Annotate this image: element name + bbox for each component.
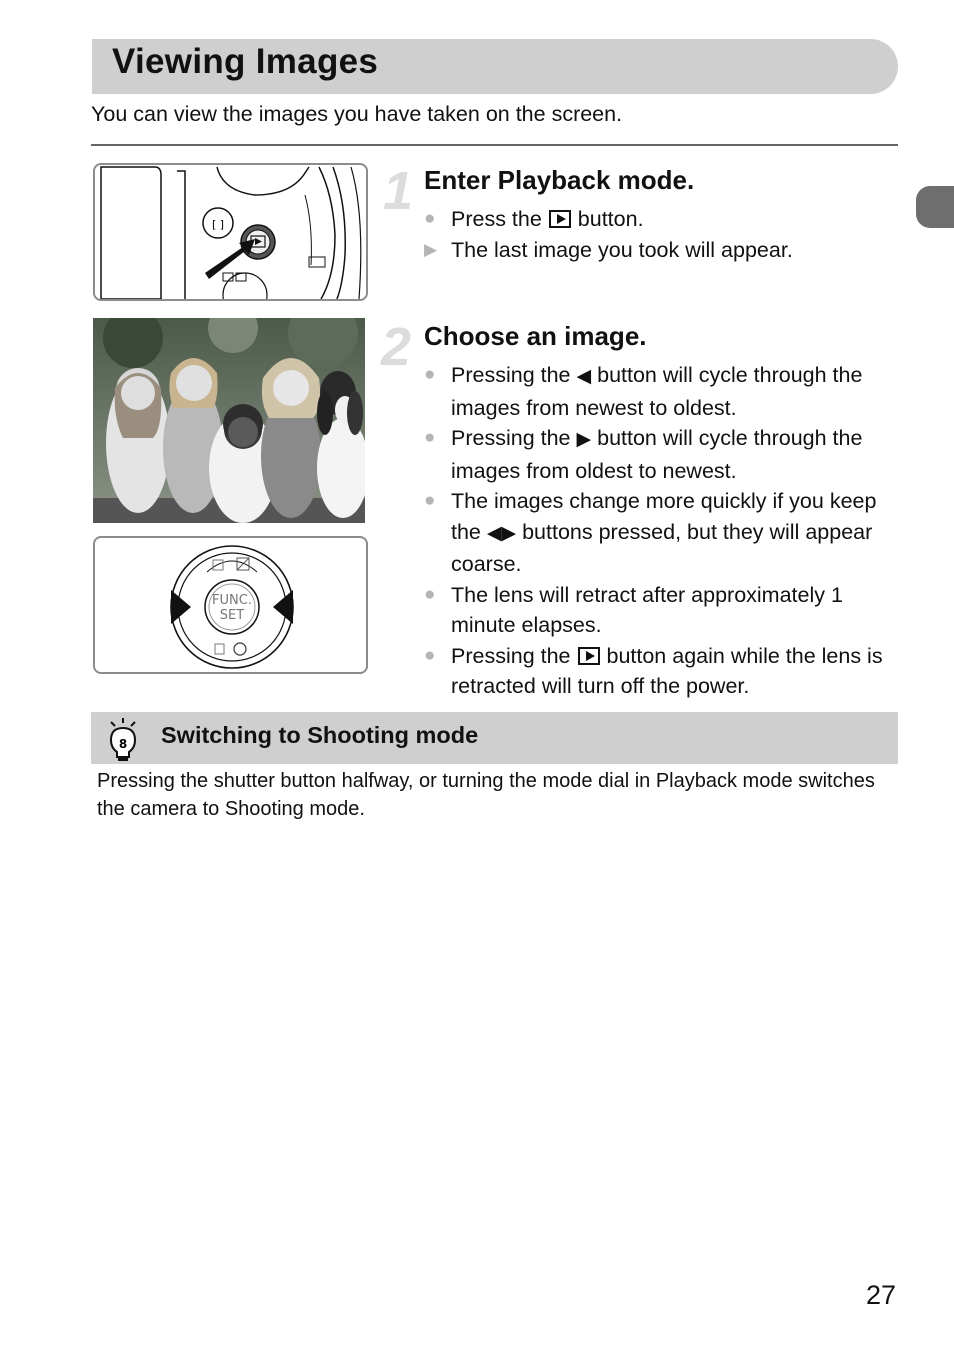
bullet-text: button will cycle through the images from oldest to newest. [451,426,863,483]
step-heading: Enter Playback mode. [424,165,695,195]
page-number: 27 [866,1280,897,1310]
circle-bullet-icon: ● [424,583,436,605]
left-arrow-icon: ◀ [576,366,592,387]
step-bullets [424,204,904,265]
title-bar [92,39,898,94]
bullet-text: buttons pressed, but they will appear coarse. [451,519,873,576]
dial-set-label: SET [219,608,245,623]
bullet-text: button will cycle through the images from newest to oldest. [451,363,863,420]
bullet-text: button again while the lens is retracted will turn off the power. [451,643,883,698]
bullet-text: button. [577,207,644,231]
circle-bullet-icon: ● [424,364,436,385]
list-item [424,486,904,580]
bullet-text: Pressing the [451,643,571,668]
control-dial-illustration [93,536,368,674]
step-number: 2 [381,317,412,377]
list-item [424,235,904,266]
lightbulb-icon [106,716,140,762]
left-right-arrows-icon: ◀▶ [486,522,517,544]
step-heading: Choose an image. [424,321,647,351]
divider [91,144,898,146]
playback-photo [93,318,365,523]
tip-title: Switching to Shooting mode [161,722,479,748]
bullet-text: Pressing the [451,363,571,387]
triangle-result-icon: ▶ [424,239,438,259]
svg-text:8: 8 [118,737,128,751]
circle-bullet-icon: ● [424,208,436,229]
svg-text:[ ]: [ ] [211,218,225,231]
play-icon [578,647,600,665]
bullet-text: The last image you took will appear. [451,237,793,262]
circle-bullet-icon: ● [424,427,436,448]
right-arrow-icon: ▶ [576,429,592,450]
chapter-tab [916,186,954,228]
circle-bullet-icon: ● [424,644,436,666]
bullet-text: Pressing the [451,426,571,450]
circle-bullet-icon: ● [424,490,436,511]
play-icon [549,210,571,228]
tip-header [91,712,898,764]
intro-text: You can view the images you have taken on the screen. [91,102,623,126]
step-number: 1 [383,161,414,221]
list-item [424,641,904,702]
camera-back-illustration [93,163,368,301]
bullet-text: Press the [451,207,542,231]
dial-func-label: FUNC. [212,593,252,608]
tip-body: Pressing the shutter button halfway, or turning the mode dial in Playback mode switches the camera to Shooting mode. [97,770,875,820]
bullet-text: The lens will retract after approximately 1 minute elapses. [451,582,843,637]
list-item [424,580,904,641]
list-item [424,423,904,486]
list-item [424,204,904,235]
list-item [424,360,904,423]
page-title: Viewing Images [112,42,379,81]
bullet-text: The images change more quickly if you keep the [451,489,877,544]
step-bullets [424,360,904,702]
